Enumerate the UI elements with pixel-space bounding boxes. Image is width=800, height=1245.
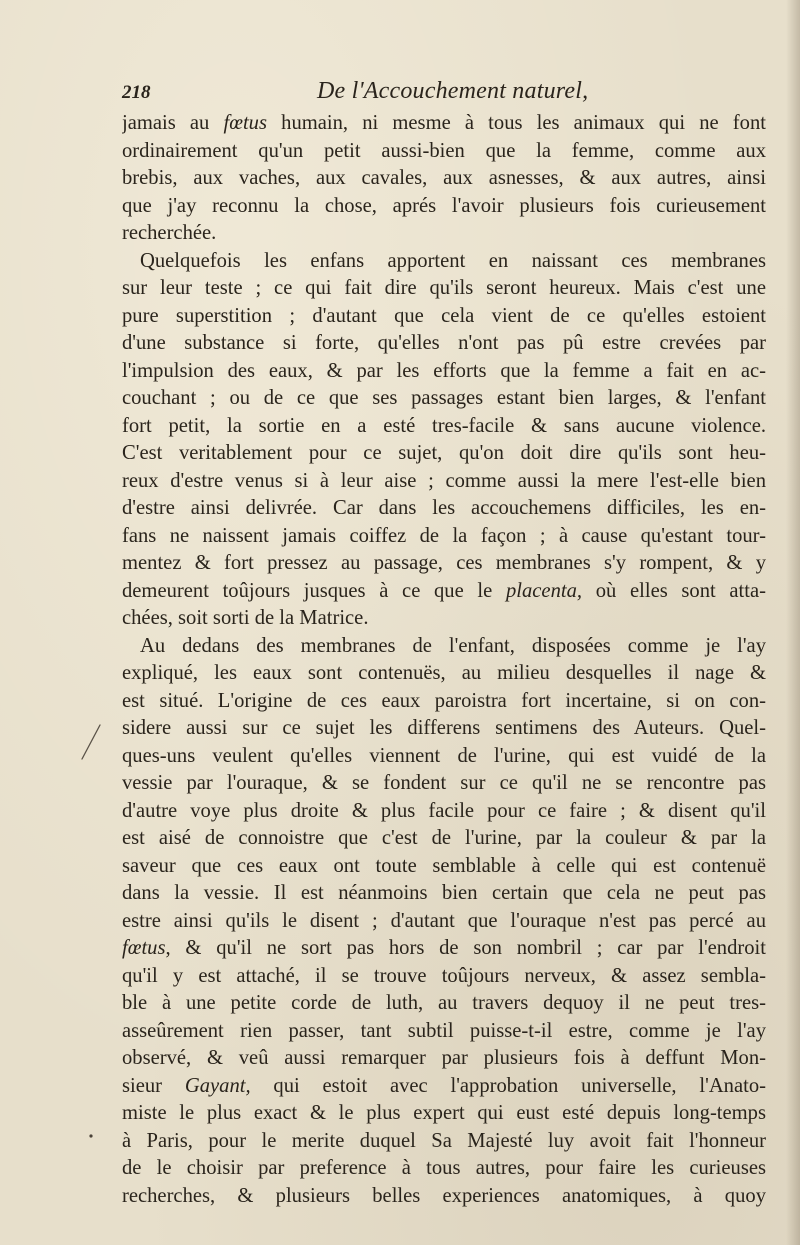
- text-line: mentez & fort pressez au passage, ces membranes s'y rompent, & y: [122, 552, 766, 574]
- text-line: que j'ay reconnu la chose, aprés l'avoir plusieurs fois curieusement: [122, 194, 766, 217]
- text-line: pure superstition ; d'autant que cela vient de ce qu'elles estoient: [122, 304, 766, 327]
- text-line: reux d'estre venus si à leur aise ; comme aussi la mere l'est-elle bien: [122, 469, 766, 492]
- text-line: ble à une petite corde de luth, au travers dequoy il ne peut tres-: [122, 992, 766, 1014]
- text-line: est situé. L'origine de ces eaux paroistra fort incertaine, si on con-: [122, 689, 766, 712]
- text-line: sidere aussi sur ce sujet les differens sentimens des Auteurs. Quel-: [122, 717, 766, 739]
- page-header: [122, 78, 752, 108]
- margin-dot: [88, 1133, 94, 1139]
- text-line: l'impulsion des eaux, & par les efforts que la femme a fait en ac-: [122, 359, 766, 382]
- page-edge-shadow: [786, 0, 800, 1245]
- text-line: brebis, aux vaches, aux cavales, aux asnesses, & aux autres, ainsi: [122, 167, 766, 189]
- text-line: vessie par l'ouraque, & se fondent sur ce qu'il ne se rencontre pas: [122, 772, 766, 794]
- text-line: asseûrement rien passer, tant subtil puisse-t-il estre, comme je l'ay: [122, 1019, 766, 1042]
- text-line: d'estre ainsi delivrée. Car dans les accouchemens difficiles, les en-: [122, 497, 766, 519]
- text-line: recherchée.: [122, 222, 217, 244]
- text-line: ques-uns veulent qu'elles viennent de l'urine, qui est vuidé de la: [122, 744, 766, 767]
- body-text: [122, 110, 766, 1210]
- margin-pencil-mark: [78, 722, 104, 762]
- text-line: qu'il y est attaché, il se trouve toûjours nerveux, & assez sembla-: [122, 964, 766, 987]
- text-line: Au dedans des membranes de l'enfant, disposées comme je l'ay: [140, 634, 766, 657]
- text-line: fans ne naissent jamais coiffez de la façon ; à cause qu'estant tour-: [122, 524, 766, 547]
- text-line: expliqué, les eaux sont contenuës, au milieu desquelles il nage &: [122, 662, 766, 684]
- text-line: demeurent toûjours jusques à ce que le placenta, où elles sont atta-: [122, 579, 766, 602]
- text-line: fort petit, la sortie en a esté tres-facile & sans aucune violence.: [122, 414, 766, 437]
- text-line: C'est veritablement pour ce sujet, qu'on doit dire qu'ils sont heu-: [122, 442, 766, 464]
- text-line: fœtus, & qu'il ne sort pas hors de son nombril ; car par l'endroit: [122, 937, 766, 959]
- text-line: observé, & veû aussi remarquer par plusieurs fois à deffunt Mon-: [122, 1047, 766, 1069]
- text-line: saveur que ces eaux ont toute semblable à celle qui est contenuë: [122, 854, 766, 877]
- text-line: dans la vessie. Il est néanmoins bien certain que cela ne peut pas: [122, 882, 766, 904]
- text-line: miste le plus exact & le plus expert qui eust esté depuis long-temps: [122, 1102, 766, 1124]
- text-line: d'autre voye plus droite & plus facile pour ce faire ; & disent qu'il: [122, 799, 766, 822]
- text-line: couchant ; ou de ce que ses passages estant bien larges, & l'enfant: [122, 387, 766, 409]
- text-line: d'une substance si forte, qu'elles n'ont pas pû estre crevées par: [122, 332, 766, 354]
- text-line: de le choisir par preference à tous autres, pour faire les curieuses: [122, 1157, 766, 1179]
- text-line: ordinairement qu'un petit aussi-bien que la femme, comme aux: [122, 139, 766, 162]
- text-line: à Paris, pour le merite duquel Sa Majesté luy avoit fait l'honneur: [122, 1129, 766, 1152]
- text-line: recherches, & plusieurs belles experiences anatomiques, à quoy: [122, 1184, 766, 1207]
- text-line: est aisé de connoistre que c'est de l'urine, par la couleur & par la: [122, 827, 766, 849]
- text-line: sieur Gayant, qui estoit avec l'approbation universelle, l'Anato-: [122, 1074, 766, 1097]
- text-line: chées, soit sorti de la Matrice.: [122, 607, 369, 629]
- text-line: estre ainsi qu'ils le disent ; d'autant que l'ouraque n'est pas percé au: [122, 909, 766, 932]
- page-number: 218: [122, 82, 151, 103]
- text-line: jamais au fœtus humain, ni mesme à tous les animaux qui ne font: [122, 112, 766, 134]
- text-line: Quelquefois les enfans apportent en naissant ces membranes: [140, 249, 766, 272]
- running-title: De l'Accouchement naturel,: [317, 78, 589, 104]
- text-line: sur leur teste ; ce qui fait dire qu'ils seront heureux. Mais c'est une: [122, 277, 766, 299]
